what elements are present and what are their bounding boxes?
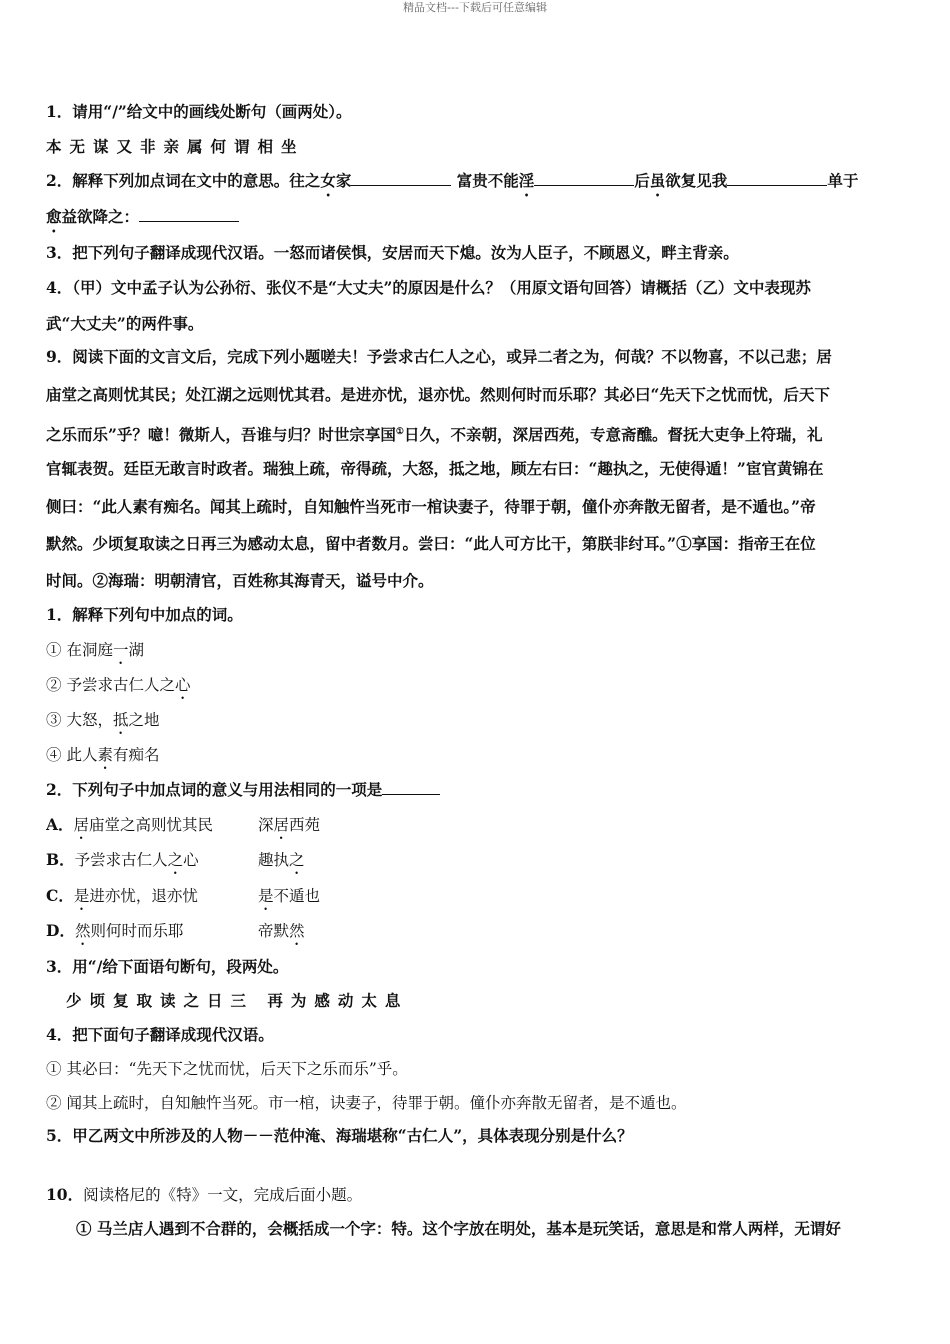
question-9-intro: 9．阅读下面的文言文后，完成下列小题嗟夫！予尝求古仁人之心，或异二者之为，何哉？不以物喜，不以己悲；居 [46,347,832,366]
question-2-explain: 2．解释下列加点词在文中的意思。往之女家 富贵不能淫 后虽欲复见我 单于 [46,171,859,190]
passage-line: 庙堂之高则忧其民；处江湖之远则忧其君。是进亦忧，退亦忧。然则何时而乐耶？其必曰“先天下之忧而忧，后天下 [46,385,830,404]
question-2-explain-cont: 愈益欲降之： [46,206,904,236]
subquestion-1: 1．解释下列句中加点的词。 [46,605,243,624]
option-c[interactable]: C．是进亦忧，退亦忧 是不遁也 [46,886,321,905]
question-10: 10．阅读格尼的《特》一文，完成后面小题。 [46,1185,363,1204]
subquestion-5: 5．甲乙两文中所涉及的人物－－范仲淹、海瑞堪称“古仁人”，具体表现分别是什么？ [46,1126,633,1145]
option-b[interactable]: B．予尝求古仁人之心 趣执之 [46,850,305,869]
passage-line: 侧曰：“此人素有痴名。闻其上疏时，自知触忤当死市一棺诀妻子，待罪于朝，僮仆亦奔散无留者，是不遁也。”帝 [46,497,816,516]
footnote-mark: ① [395,427,404,437]
option-d[interactable]: D．然则何时而乐耶 帝默然 [46,921,305,940]
subquestion-3: 3．用“/给下面语句断句，段两处。 [46,957,289,976]
question-10-paragraph: ① 马兰店人遇到不合群的，会概括成一个字：特。这个字放在明处，基本是玩笑话，意思是和常人两样，无谓好 [76,1219,841,1238]
passage-line: 之乐而乐”乎？噫！微斯人，吾谁与归？时世宗享国①日久，不亲朝，深居西苑，专意斋醮。督抚大吏争上符瑞，礼 [46,425,823,445]
subquestion-1-item: ③ 大怒，抵之地 [46,711,160,729]
passage-line: 时间。②海瑞：明朝清官，百姓称其海青天，谥号中介。 [46,571,434,590]
subquestion-1-item: ② 予尝求古仁人之心 [46,676,191,694]
answer-blank [351,170,451,186]
answer-blank [139,206,239,222]
subquestion-4: 4．把下面句子翻译成现代汉语。 [46,1025,274,1044]
question-3-translate: 3．把下列句子翻译成现代汉语。一怒而诸侯惧，安居而天下熄。汝为人臣子，不顾恩义，畔主背亲。 [46,243,739,262]
passage-line: 默然。少顷复取读之日再三为感动太息，留中者数月。尝曰：“此人可方比干，第朕非纣耳。”①享国：指帝王在位 [46,534,816,553]
question-1-breakup: 1．请用“/”给文中的画线处断句（画两处）。 [46,102,352,121]
subquestion-4-item: ② 闻其上疏时，自知触忤当死。市一棺，诀妻子，待罪于朝。僮仆亦奔散无留者，是不遁也。 [46,1094,687,1112]
answer-blank [534,170,634,186]
answer-blank [382,779,440,795]
subquestion-3-sentence: 少顷复取读之日三 再为感动太息 [66,991,409,1010]
answer-blank [727,170,827,186]
subquestion-1-item: ④ 此人素有痴名 [46,746,160,764]
subquestion-1-item: ① 在洞庭一湖 [46,641,144,659]
subquestion-4-item: ① 其必曰：“先天下之忧而忧，后天下之乐而乐”乎。 [46,1060,408,1078]
passage-line: 官辄表贺。廷臣无敢言时政者。瑞独上疏，帝得疏，大怒，抵之地，顾左右曰：“趣执之，无使得遁！”宦官黄锦在 [46,459,824,478]
question-4-line2: 武“大丈夫”的两件事。 [46,314,204,333]
question-4-line1: 4．（甲）文中孟子认为公孙衍、张仪不是“大丈夫”的原因是什么？（用原文语句回答）请概括（乙）文中表现苏 [46,278,811,297]
question-1-sentence: 本无谋又非亲属何谓相坐 [46,137,305,156]
option-a[interactable]: A．居庙堂之高则忧其民 深居西苑 [46,815,321,834]
subquestion-2: 2．下列句子中加点词的意义与用法相同的一项是 [46,779,904,801]
page-header: 精品文档---下载后可任意编辑 [403,1,547,14]
